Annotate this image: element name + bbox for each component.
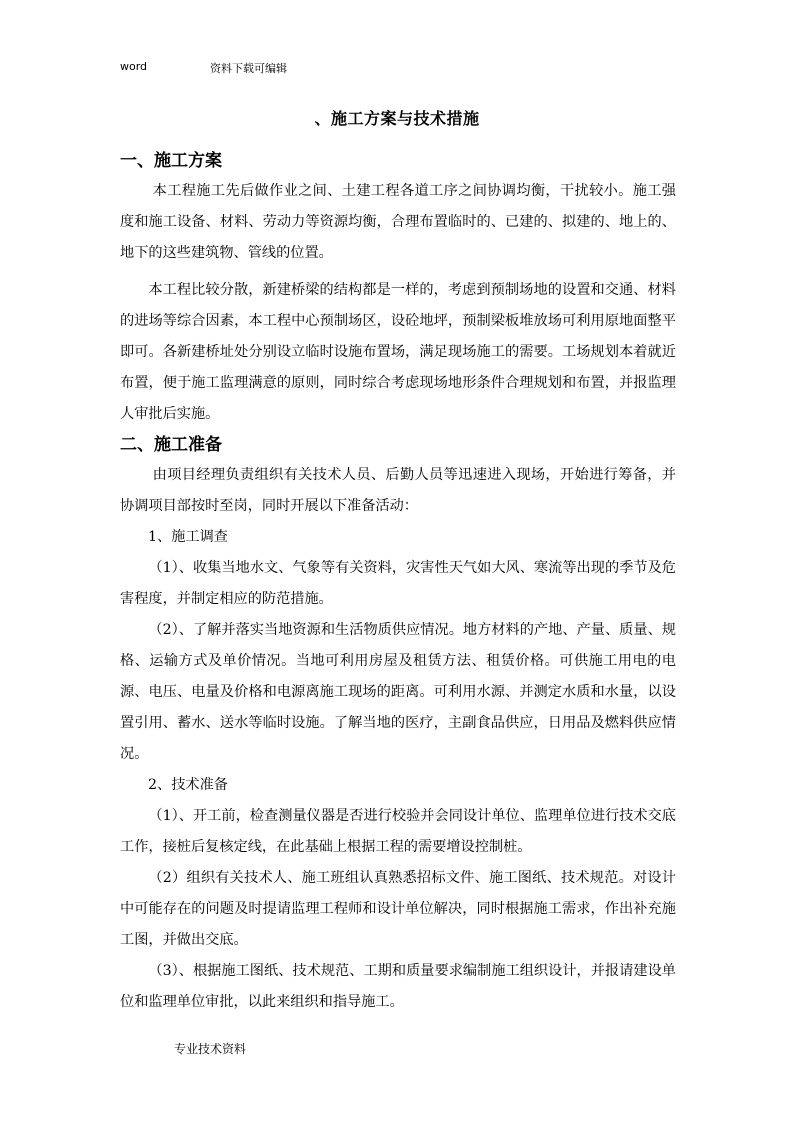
- list-item: （1）、收集当地水文、气象等有关资料，灾害性天气如大风、寒流等出现的季节及危害程度，并制定相应的防范措施。: [120, 560, 676, 607]
- list-item: （2）组织有关技术人、施工班组认真熟悉招标文件、施工图纸、技术规范。对设计中可能存在的问题及时提请监理工程师和设计单位解决，同时根据施工需求，作出补充施工图，并做出交底。: [120, 870, 676, 948]
- paragraph: 由项目经理负责组织有关技术人员、后勤人员等迅速进入现场，开始进行筹备，并协调项目部按时至岗，同时开展以下准备活动：: [120, 467, 676, 514]
- list-item: （2）、了解并落实当地资源和生活物质供应情况。地方材料的产地、产量、质量、规格、运输方式及单价情况。当地可利用房屋及租赁方法、租赁价格。可供施工用电的电源、电压、电量及价格和电源离施工现场的距离。可利用水源、并测定水质和水量，以设置引用、蓄水、送水等临时设施。了解当地的医疗，主副食品供应，日用品及燃料供应情况。: [120, 622, 676, 762]
- document-title: 、施工方案与技术措施: [314, 109, 480, 128]
- header-left: word: [120, 60, 148, 73]
- subsection-label: 1、施工调查: [148, 529, 228, 545]
- section-heading-2: 二、施工准备: [120, 435, 222, 455]
- subsection-label: 2、技术准备: [148, 777, 228, 793]
- paragraph: 本工程比较分散，新建桥梁的结构都是一样的，考虑到预制场地的设置和交通、材料的进场等综合因素，本工程中心预制场区，设砼地坪，预制梁板堆放场可利用原地面整平即可。各新建桥址处分别设立临时设施布置场，满足现场施工的需要。工场规划本着就近布置，便于施工监理满意的原则，同时综合考虑现场地形条件合理规划和布置，并报监理人审批后实施。: [120, 282, 676, 422]
- list-item: （3）、根据施工图纸、技术规范、工期和质量要求编制施工组织设计，并报请建设单位和监理单位审批，以此来组织和指导施工。: [120, 963, 676, 1010]
- page-footer: 专业技术资料: [174, 1042, 247, 1056]
- header-right: 资料下载可编辑: [210, 62, 287, 75]
- section-heading-1: 一、施工方案: [120, 151, 222, 171]
- list-item: （1）、开工前，检查测量仪器是否进行校验并会同设计单位、监理单位进行技术交底工作，接桩后复核定线，在此基础上根据工程的需要增设控制桩。: [120, 808, 676, 855]
- paragraph: 本工程施工先后做作业之间、土建工程各道工序之间协调均衡，干扰较小。施工强度和施工设备、材料、劳动力等资源均衡，合理布置临时的、已建的、拟建的、地上的、地下的这些建筑物、管线的位置。: [120, 183, 676, 261]
- document-body: [120, 146, 676, 1018]
- page-header: [120, 60, 287, 75]
